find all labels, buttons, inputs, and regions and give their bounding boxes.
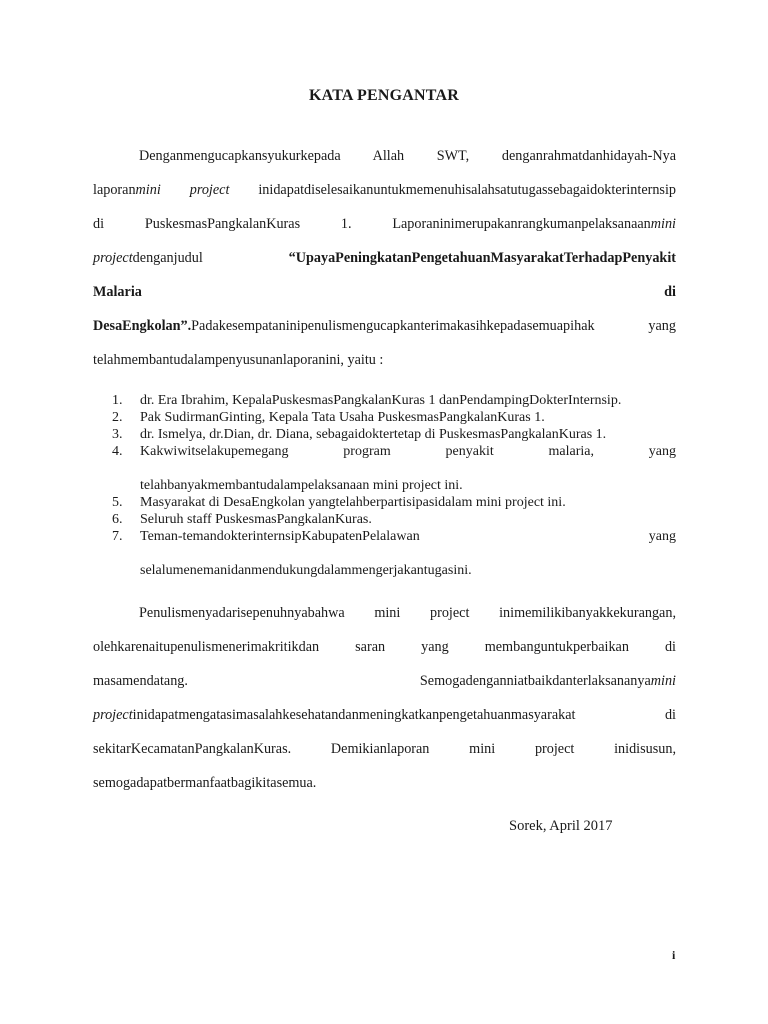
- page-title: KATA PENGANTAR: [309, 87, 459, 104]
- italic-text: mini: [650, 673, 676, 689]
- list-item: [112, 528, 676, 579]
- list-item: [112, 409, 676, 426]
- list-number: 6.: [112, 512, 123, 527]
- paragraph-line: [93, 282, 676, 316]
- paragraph-line: telahmembantudalampenyusunanlaporanini, yaitu :: [93, 352, 384, 368]
- acknowledgement-list: [112, 392, 676, 579]
- list-item: [112, 426, 676, 443]
- list-number: 4.: [112, 444, 123, 459]
- bold-title-text: “UpayaPeningkatanPengetahuanMasyarakatTerhadapPenyakit: [288, 250, 676, 266]
- list-text: Kakwiwitselakupemegang program penyakit malaria, yang: [140, 444, 676, 459]
- text-span: denganjudul: [132, 250, 203, 266]
- paragraph-line: [93, 248, 676, 282]
- list-number: 3.: [112, 427, 123, 442]
- paragraph-line: [93, 180, 676, 214]
- page-number: i: [672, 948, 676, 962]
- paragraph-line: sekitarKecamatanPangkalanKuras. Demikianlaporan mini project inidisusun,: [93, 741, 676, 757]
- list-text: selalumenemanidanmendukungdalammengerjakantugasini.: [140, 563, 472, 578]
- list-text: Pak SudirmanGinting, Kepala Tata Usaha PuskesmasPangkalanKuras 1.: [140, 410, 545, 425]
- italic-text: project: [93, 250, 133, 266]
- paragraph-line: olehkarenaitupenulismenerimakritikdan saran yang membanguntukperbaikan di: [93, 639, 676, 655]
- text-span: Padakesempatanini: [191, 318, 301, 334]
- text-span: inidapatdiselesaikanuntukmemenuhisalahsatutugassebagaidokterinternsip: [258, 182, 676, 198]
- bold-title-text: Malaria di: [93, 284, 676, 300]
- place-date: Sorek, April 2017: [509, 818, 613, 834]
- italic-text: mini: [650, 216, 676, 232]
- list-text: telahbanyakmembantudalampelaksanaan mini project ini.: [140, 478, 463, 493]
- paragraph-line: [93, 316, 676, 350]
- paragraph-line: semogadapatbermanfaatbagikitasemua.: [93, 775, 317, 791]
- list-item: [112, 392, 676, 409]
- list-number: 5.: [112, 495, 123, 510]
- text-span: laporan: [93, 182, 136, 198]
- text-span: di PuskesmasPangkalanKuras 1. Laporaninimerupakanrangkumanpelaksanaan: [93, 216, 651, 232]
- list-number: 2.: [112, 410, 123, 425]
- italic-text: project: [93, 707, 133, 723]
- list-number: 7.: [112, 529, 123, 544]
- text-span: masamendatang. Semogadenganniatbaikdanterlaksananya: [93, 673, 651, 689]
- closing-paragraph: [93, 603, 676, 807]
- list-text: Teman-temandokterinternsipKabupatenPelalawan yang: [140, 529, 676, 544]
- text-span: penulismengucapkanterimakasihkepadasemuapihak yang: [300, 318, 676, 334]
- paragraph-line: [93, 214, 676, 248]
- list-text: dr. Era Ibrahim, KepalaPuskesmasPangkalanKuras 1 danPendampingDokterInternsip.: [140, 393, 622, 408]
- list-item: [112, 511, 676, 528]
- intro-paragraph: [93, 146, 676, 384]
- list-number: 1.: [112, 393, 123, 408]
- paragraph-line: Denganmengucapkansyukurkepada Allah SWT, denganrahmatdanhidayah-Nya: [139, 148, 676, 164]
- list-text: Masyarakat di DesaEngkolan yangtelahberpartisipasidalam mini project ini.: [140, 495, 566, 510]
- italic-text: mini project: [135, 182, 230, 198]
- list-item: [112, 443, 676, 494]
- text-span: inidapatmengatasimasalahkesehatandanmeningkatkanpengetahuanmasyarakat di: [132, 707, 676, 723]
- list-text: dr. Ismelya, dr.Dian, dr. Diana, sebagaidoktertetap di PuskesmasPangkalanKuras 1.: [140, 427, 607, 442]
- list-item: [112, 494, 676, 511]
- paragraph-line: [93, 705, 676, 739]
- paragraph-line: [93, 671, 676, 705]
- bold-title-text: DesaEngkolan”.: [93, 318, 192, 334]
- list-text: Seluruh staff PuskesmasPangkalanKuras.: [140, 512, 372, 527]
- paragraph-line: Penulismenyadarisepenuhnyabahwa mini project inimemilikibanyakkekurangan,: [139, 605, 676, 621]
